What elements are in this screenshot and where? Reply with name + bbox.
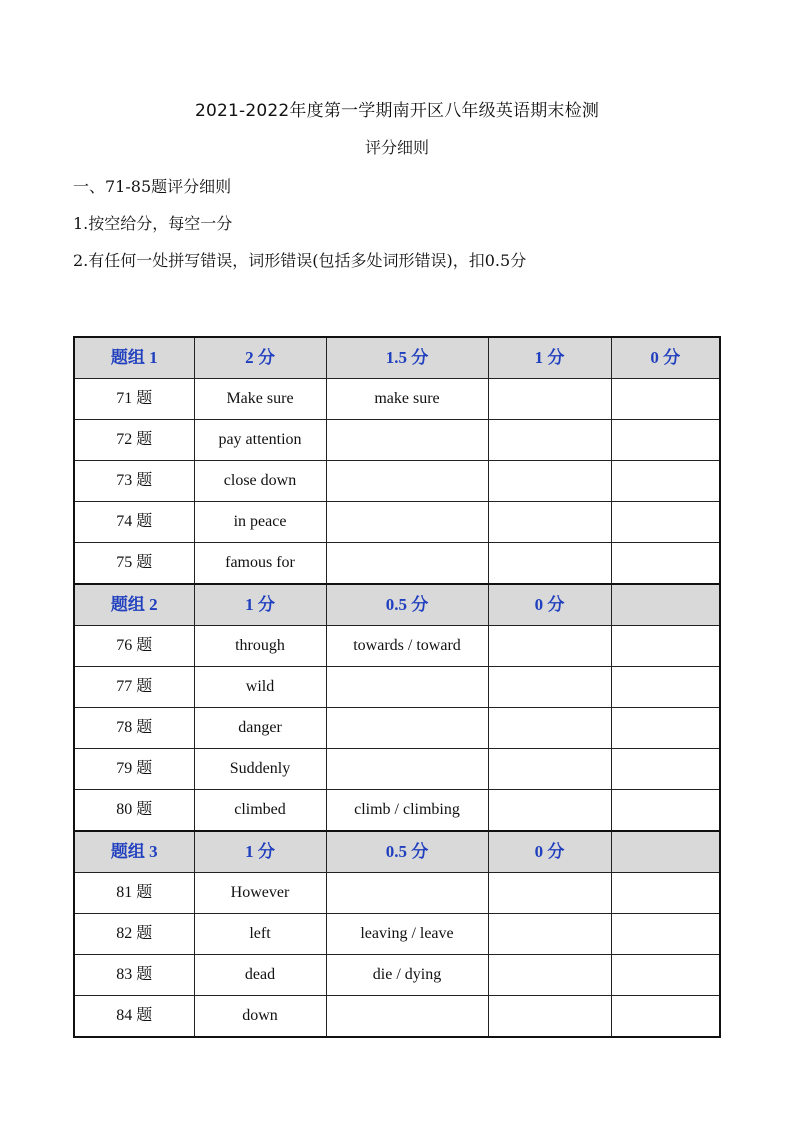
answer-cell: die / dying xyxy=(326,955,488,996)
answer-cell xyxy=(488,420,611,461)
answer-cell xyxy=(611,955,720,996)
document-subtitle: 评分细则 xyxy=(364,138,429,157)
answer-cell: close down xyxy=(194,461,326,502)
question-number: 77 题 xyxy=(74,667,194,708)
answer-cell xyxy=(326,543,488,585)
answer-cell xyxy=(611,996,720,1038)
question-number: 82 题 xyxy=(74,914,194,955)
answer-cell xyxy=(488,626,611,667)
question-number: 78 题 xyxy=(74,708,194,749)
question-number: 74 题 xyxy=(74,502,194,543)
answer-cell xyxy=(488,955,611,996)
table-row xyxy=(74,461,720,502)
answer-cell xyxy=(326,420,488,461)
table-row xyxy=(74,502,720,543)
question-number: 80 题 xyxy=(74,790,194,832)
scoring-rule-2: 2.有任何一处拼写错误，词形错误(包括多处词形错误)，扣0.5分 xyxy=(73,251,527,270)
group-label: 题组 1 xyxy=(74,337,194,379)
answer-cell xyxy=(326,461,488,502)
score-column-header: 1 分 xyxy=(194,584,326,626)
question-group-3 xyxy=(74,831,720,1037)
question-group-2 xyxy=(74,584,720,831)
question-number: 73 题 xyxy=(74,461,194,502)
answer-cell: Make sure xyxy=(194,379,326,420)
answer-cell: climbed xyxy=(194,790,326,832)
question-number: 83 题 xyxy=(74,955,194,996)
document-title: 2021-2022年度第一学期南开区八年级英语期末检测 xyxy=(194,101,600,121)
answer-cell: left xyxy=(194,914,326,955)
group-label: 题组 2 xyxy=(74,584,194,626)
table-row xyxy=(74,708,720,749)
answer-cell: down xyxy=(194,996,326,1038)
group-label: 题组 3 xyxy=(74,831,194,873)
answer-cell xyxy=(488,667,611,708)
group-header-row xyxy=(74,337,720,379)
answer-cell xyxy=(488,543,611,585)
table-row xyxy=(74,873,720,914)
table-row xyxy=(74,667,720,708)
answer-cell: Suddenly xyxy=(194,749,326,790)
table-row xyxy=(74,379,720,420)
group-header-row xyxy=(74,584,720,626)
answer-cell: climb / climbing xyxy=(326,790,488,832)
answer-cell xyxy=(611,708,720,749)
answer-cell: leaving / leave xyxy=(326,914,488,955)
question-number: 84 题 xyxy=(74,996,194,1038)
answer-cell xyxy=(611,502,720,543)
answer-cell xyxy=(488,502,611,543)
answer-cell: make sure xyxy=(326,379,488,420)
question-group-1 xyxy=(74,337,720,584)
answer-cell: famous for xyxy=(194,543,326,585)
answer-cell xyxy=(326,502,488,543)
answer-cell xyxy=(488,379,611,420)
scoring-rule-1: 1.按空给分，每空一分 xyxy=(73,214,233,233)
answer-cell xyxy=(611,626,720,667)
table-row xyxy=(74,996,720,1038)
score-column-header: 0 分 xyxy=(488,584,611,626)
answer-cell xyxy=(611,379,720,420)
answer-cell xyxy=(326,708,488,749)
table-row xyxy=(74,626,720,667)
answer-cell xyxy=(611,420,720,461)
score-column-header xyxy=(611,831,720,873)
answer-cell xyxy=(326,873,488,914)
score-column-header: 0 分 xyxy=(611,337,720,379)
question-number: 71 题 xyxy=(74,379,194,420)
score-column-header xyxy=(611,584,720,626)
answer-cell xyxy=(611,667,720,708)
table-row xyxy=(74,420,720,461)
score-column-header: 2 分 xyxy=(194,337,326,379)
table-row xyxy=(74,914,720,955)
group-header-row xyxy=(74,831,720,873)
table-row xyxy=(74,543,720,585)
answer-cell: dead xyxy=(194,955,326,996)
answer-cell xyxy=(488,873,611,914)
answer-cell xyxy=(326,996,488,1038)
answer-cell: pay attention xyxy=(194,420,326,461)
answer-cell: in peace xyxy=(194,502,326,543)
question-number: 76 题 xyxy=(74,626,194,667)
answer-cell xyxy=(611,790,720,832)
table-row xyxy=(74,749,720,790)
answer-cell xyxy=(611,461,720,502)
score-column-header: 0 分 xyxy=(488,831,611,873)
answer-cell xyxy=(488,996,611,1038)
score-column-header: 1.5 分 xyxy=(326,337,488,379)
answer-cell xyxy=(488,790,611,832)
scoring-table xyxy=(73,336,721,1038)
answer-cell: danger xyxy=(194,708,326,749)
answer-cell xyxy=(488,708,611,749)
table-row xyxy=(74,955,720,996)
answer-cell: However xyxy=(194,873,326,914)
answer-cell xyxy=(326,749,488,790)
question-number: 72 题 xyxy=(74,420,194,461)
answer-cell xyxy=(326,667,488,708)
answer-cell xyxy=(611,914,720,955)
score-column-header: 1 分 xyxy=(194,831,326,873)
answer-cell xyxy=(488,749,611,790)
answer-cell xyxy=(611,543,720,585)
section-heading: 一、71-85题评分细则 xyxy=(73,177,232,196)
question-number: 79 题 xyxy=(74,749,194,790)
answer-cell xyxy=(488,461,611,502)
answer-cell xyxy=(611,749,720,790)
score-column-header: 1 分 xyxy=(488,337,611,379)
score-column-header: 0.5 分 xyxy=(326,831,488,873)
score-column-header: 0.5 分 xyxy=(326,584,488,626)
answer-cell: through xyxy=(194,626,326,667)
question-number: 75 题 xyxy=(74,543,194,585)
answer-cell xyxy=(611,873,720,914)
answer-cell xyxy=(488,914,611,955)
table-row xyxy=(74,790,720,832)
question-number: 81 题 xyxy=(74,873,194,914)
answer-cell: towards / toward xyxy=(326,626,488,667)
answer-cell: wild xyxy=(194,667,326,708)
